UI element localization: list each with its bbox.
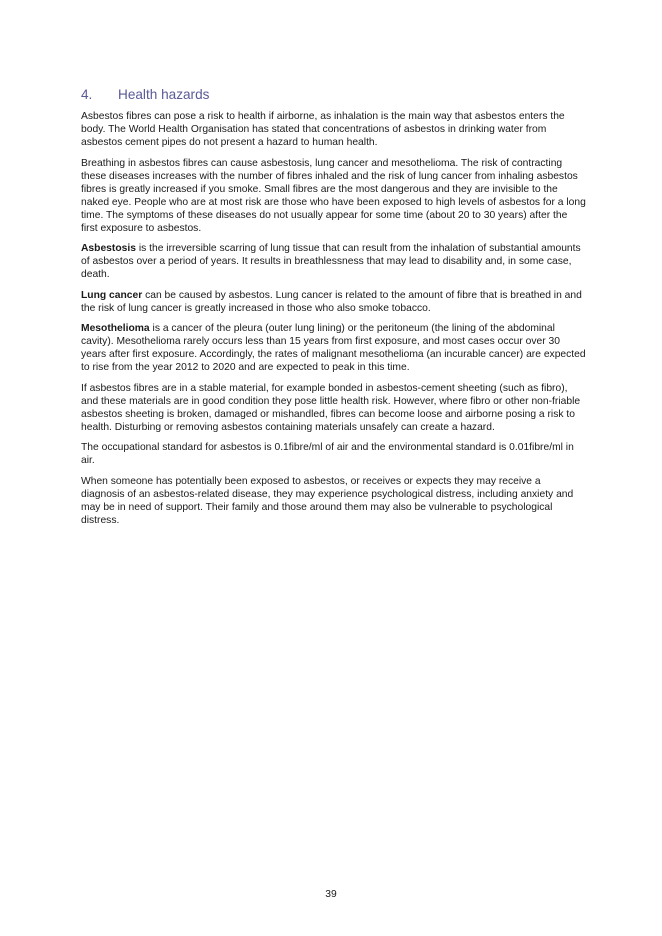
paragraph-lead-term: Lung cancer [81,289,143,301]
paragraph-standards [81,441,586,467]
paragraph-text: The occupational standard for asbestos is 0.1fibre/ml of air and the environmental standard is 0.01fibre/ml in air. [81,442,574,466]
paragraph-stable-material [81,382,586,434]
paragraph-text: is a cancer of the pleura (outer lung lining) or the peritoneum (the lining of the abdominal cavity). Mesothelioma rarely occurs less than 15 years from first exposure, and most cases occur over 30 years after first exposure. Accordingly, the rates of malignant mesothelioma (an incurable cancer) are expected to rise from the year 2012 to 2020 and are expected to peak in this time. [81,323,586,373]
paragraph-mesothelioma [81,322,586,374]
paragraph-diseases [81,157,586,235]
paragraph-asbestosis [81,242,586,281]
section-heading [81,86,586,103]
paragraph-text: If asbestos fibres are in a stable material, for example bonded in asbestos-cement sheeting (such as fibro), and these materials are in good condition they pose little health risk. However, where fibro or other non-friable asbestos sheeting is broken, damaged or mishandled, fibres can become loose and airborne posing a risk to health. Disturbing or removing asbestos containing materials unsafely can create a hazard. [81,382,581,433]
paragraph-text: Asbestos fibres can pose a risk to health if airborne, as inhalation is the main way that asbestos enters the body. The World Health Organisation has stated that concentrations of asbestos in drinking water from asbestos cement pipes do not present a hazard to human health. [81,111,565,148]
paragraph-text: When someone has potentially been exposed to asbestos, or receives or expects they may receive a diagnosis of an asbestos-related disease, they may experience psychological distress, including anxiety and may be in need of support. Their family and those around them may also be vulnerable to psychological distress. [81,475,574,526]
paragraph-text: Breathing in asbestos fibres can cause asbestosis, lung cancer and mesothelioma. The risk of contracting these diseases increases with the number of fibres inhaled and the risk of lung cancer from inhaling asbestos fibres is greatly increased if you smoke. Small fibres are the most dangerous and they are invisible to the naked eye. People who are at most risk are those who have been exposed to high levels of asbestos for a long time. The symptoms of these diseases do not usually appear for some time (about 20 to 30 years) after the first exposure to asbestos. [81,157,586,234]
paragraph-intro [81,110,586,149]
paragraph-text: can be caused by asbestos. Lung cancer is related to the amount of fibre that is breathed in and the risk of lung cancer is greatly increased in those who also smoke tobacco. [81,289,582,314]
paragraph-psychological [81,475,586,527]
section-number: 4. [81,87,93,102]
page-number: 39 [325,889,337,900]
paragraph-lung-cancer [81,289,586,315]
paragraph-lead-term: Asbestosis [81,243,136,254]
paragraph-text: is the irreversible scarring of lung tissue that can result from the inhalation of substantial amounts of asbestos over a period of years. It results in breathlessness that may lead to disability and, in some case, death. [81,243,581,280]
paragraph-lead-term: Mesothelioma [81,323,150,334]
section-title: Health hazards [118,87,210,102]
page-content [81,86,586,534]
